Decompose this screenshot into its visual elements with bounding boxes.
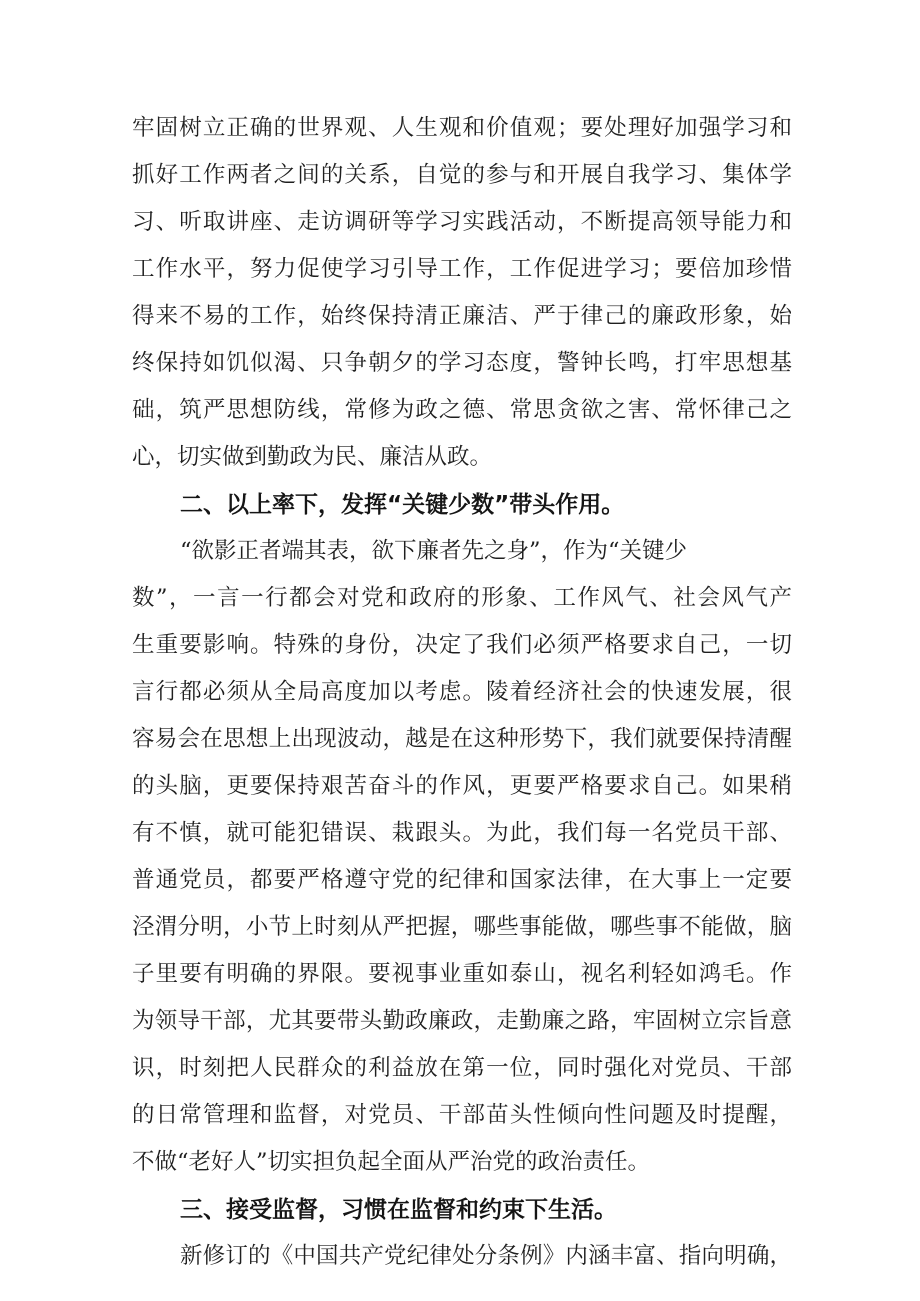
paragraph-1-line-2: 抓好工作两者之间的关系，自觉的参与和开展自我学习、集体学: [132, 162, 792, 188]
paragraph-2-line-13: 的日常管理和监督，对党员、干部苗头性倾向性问题及时提醒，: [132, 1102, 792, 1128]
paragraph-1-line-5: 得来不易的工作，始终保持清正廉洁、严于律己的廉政形象，始: [132, 303, 792, 329]
paragraph-2-line-11: 为领导干部，尤其要带头勤政廉政，走勤廉之路，牢固树立宗旨意: [132, 1008, 792, 1034]
paragraph-2-line-5: 容易会在思想上出现波动，越是在这种形势下，我们就要保持清醒: [132, 726, 792, 752]
paragraph-1-line-4: 工作水平，努力促使学习引导工作，工作促进学习；要倍加珍惜: [132, 256, 792, 282]
paragraph-2-line-9: 泾渭分明，小节上时刻从严把握，哪些事能做，哪些事不能做，脑: [132, 914, 792, 940]
paragraph-2-line-3: 生重要影响。特殊的身份，决定了我们必须严格要求自己，一切: [132, 632, 792, 658]
paragraph-2-line-2: 数”，一言一行都会对党和政府的形象、工作风气、社会风气产: [132, 585, 792, 611]
paragraph-2-line-14: 不做“老好人”切实担负起全面从严治党的政治责任。: [132, 1149, 651, 1175]
paragraph-1-line-3: 习、听取讲座、走访调研等学习实践活动，不断提高领导能力和: [132, 209, 792, 235]
paragraph-2-line-1: “欲影正者端其表，欲下廉者先之身”，作为“关键少: [180, 538, 688, 564]
paragraph-2-line-12: 识，时刻把人民群众的利益放在第一位，同时强化对党员、干部: [132, 1055, 792, 1081]
section-heading-3: 三、接受监督，习惯在监督和约束下生活。: [180, 1197, 617, 1223]
paragraph-1-line-6: 终保持如饥似渴、只争朝夕的学习态度，警钟长鸣，打牢思想基: [132, 350, 792, 376]
paragraph-2-line-8: 普通党员，都要严格遵守党的纪律和国家法律，在大事上一定要: [132, 867, 792, 893]
paragraph-1-line-8: 心，切实做到勤政为民、廉洁从政。: [132, 444, 493, 470]
paragraph-2-line-6: 的头脑，更要保持艰苦奋斗的作风，更要严格要求自己。如果稍: [132, 773, 792, 799]
paragraph-3-line-1: 新修订的《中国共产党纪律处分条例》内涵丰富、指向明确，: [180, 1243, 792, 1269]
paragraph-1-line-1: 牢固树立正确的世界观、人生观和价值观；要处理好加强学习和: [132, 115, 792, 141]
paragraph-2-line-7: 有不慎，就可能犯错误、栽跟头。为此，我们每一名党员干部、: [132, 820, 792, 846]
paragraph-1-line-7: 础，筑严思想防线，常修为政之德、常思贪欲之害、常怀律己之: [132, 397, 792, 423]
section-heading-2: 二、以上率下，发挥“关键少数”带头作用。: [180, 492, 625, 518]
paragraph-2-line-4: 言行都必须从全局高度加以考虑。陵着经济社会的快速发展，很: [132, 679, 792, 705]
paragraph-2-line-10: 子里要有明确的界限。要视事业重如泰山，视名利轻如鸿毛。作: [132, 961, 792, 987]
